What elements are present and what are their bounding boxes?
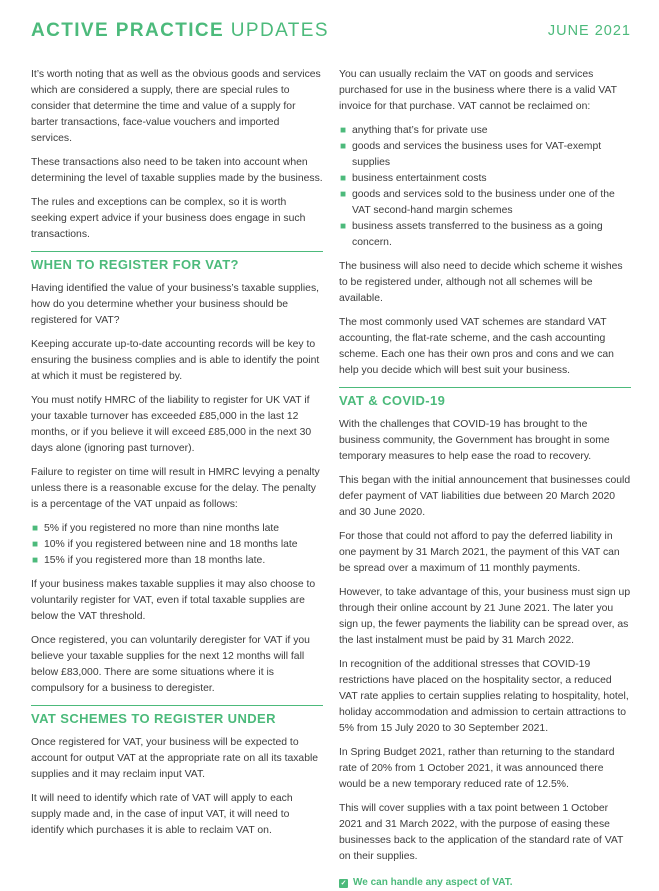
non-reclaimable-list [339,123,631,251]
paragraph: This will cover supplies with a tax point between 1 October 2021 and 31 March 2022, with the purpose of easing these businesses back to the application of the standard rate of VAT on their supplies. [339,803,624,862]
list-item: ■ anything that’s for private use [339,123,631,139]
section-heading-when-to-register: WHEN TO REGISTER FOR VAT? [31,251,323,273]
list-item: ■ business entertainment costs [339,171,631,187]
bullet-icon: ■ [340,173,347,184]
call-to-action [339,875,631,891]
newsletter-title [31,20,329,42]
section-heading-vat-schemes: VAT SCHEMES TO REGISTER UNDER [31,705,323,727]
paragraph: In Spring Budget 2021, rather than returning to the standard rate of 20% from 1 October 2021, it was announced there would be a new temporary reduced rate of 12.5%. [339,747,615,790]
list-item: ■ 5% if you registered no more than nine months late [31,521,323,537]
paragraph: Having identified the value of your business’s taxable supplies, how do you determine whether your business should be registered for VAT? [31,283,320,326]
page-header [31,20,631,44]
bullet-icon: ■ [32,555,39,566]
brand-bold: ACTIVE PRACTICE [31,20,225,41]
bullet-icon: ■ [340,221,347,232]
paragraph: If your business makes taxable supplies it may also choose to voluntarily register for VAT, even if total taxable supplies are below the VAT threshold. [31,579,316,622]
paragraph: For those that could not afford to pay the deferred liability in one payment by 31 March 2021, the payment of this VAT can be spread over a maximum of 11 monthly payments. [339,531,620,574]
paragraph: Once registered for VAT, your business will be expected to account for output VAT at the appropriate rate on all its taxable supplies and it may reclaim input VAT. [31,737,319,780]
paragraph: Once registered, you can voluntarily deregister for VAT if you believe your taxable supplies for the next 12 months will fall below £83,000. There are some situations where it is compulsory for a business to deregister. [31,635,310,694]
brand-light: UPDATES [230,20,329,41]
bullet-icon: ■ [340,125,347,136]
list-item: ■ goods and services sold to the business under one of the VAT second-hand margin schemes [340,189,615,216]
left-column [31,67,323,847]
list-item: ■ 15% if you registered more than 18 months late. [31,553,323,569]
paragraph: The rules and exceptions can be complex, so it is worth seeking expert advice if your business does engage in such transactions. [31,197,306,240]
section-heading-vat-covid: VAT & COVID-19 [339,387,631,409]
paragraph: This began with the initial announcement that businesses could defer payment of VAT liabilities due between 20 March 2020 and 30 June 2020. [339,475,631,518]
check-box-icon: ✓ [340,879,347,887]
paragraph: However, to take advantage of this, your business must sign up through their online account by 21 June 2021. The later you sign up, the fewer payments the liability can be spread over, as the last instalment must be paid by 31 March 2022. [339,587,631,646]
bullet-icon: ■ [340,141,347,152]
paragraph: It will need to identify which rate of VAT will apply to each supply made and, in the case of input VAT, it will need to identify which purchases it is able to reclaim VAT on. [31,793,293,836]
paragraph: These transactions also need to be taken into account when determining the level of taxable supplies made by the business. [31,157,323,184]
paragraph: In recognition of the additional stresses that COVID-19 restrictions have placed on the hospitality sector, a reduced VAT rate applies to certain supplies relating to hospitality, hotel, holiday accommodation and admission to certain attractions to 5% from 15 July 2020 to 30 September 2021. [339,659,629,734]
issue-date: JUNE 2021 [547,23,631,39]
list-item: ■ goods and services the business uses for VAT-exempt supplies [340,141,602,168]
right-column [339,67,631,891]
paragraph: Keeping accurate up-to-date accounting records will be key to ensuring the business complies and is able to identify the point at which it must be registered by. [31,339,320,382]
bullet-icon: ■ [32,539,39,550]
list-item: ■ business assets transferred to the business as a going concern. [340,221,603,248]
paragraph: You can usually reclaim the VAT on goods and services purchased for use in the business where there is a valid VAT invoice for that purchase. VAT cannot be reclaimed on: [339,69,617,112]
penalty-list [31,521,323,569]
paragraph: The business will also need to decide which scheme it wishes to be registered under, although not all schemes will be available. [339,261,623,304]
call-to-action-text: We can handle any aspect of VAT. [353,877,513,888]
paragraph: You must notify HMRC of the liability to register for UK VAT if your taxable turnover has exceeded £85,000 in the last 12 months, or if you believe it will exceed £85,000 in the next 30 days alone (ignoring past turnover). [31,395,312,454]
list-item: ■ 10% if you registered between nine and 18 months late [31,537,323,553]
bullet-icon: ■ [340,189,347,200]
paragraph: With the challenges that COVID-19 has brought to the business community, the Government has brought in some temporary measures to help ease the road to recovery. [339,419,610,462]
paragraph: It’s worth noting that as well as the obvious goods and services which are considered a supply, there are special rules to consider that determine the time and value of a supply for barter transactions, face-value vouchers and imported services. [31,69,321,144]
paragraph: Failure to register on time will result in HMRC levying a penalty unless there is a reasonable excuse for the delay. The penalty is a percentage of the VAT unpaid as follows: [31,467,320,510]
bullet-icon: ■ [32,523,39,534]
paragraph: The most commonly used VAT schemes are standard VAT accounting, the flat-rate scheme, and the cash accounting scheme. Each one has their own pros and cons and we can help you decide which will best suit your business. [339,317,614,376]
